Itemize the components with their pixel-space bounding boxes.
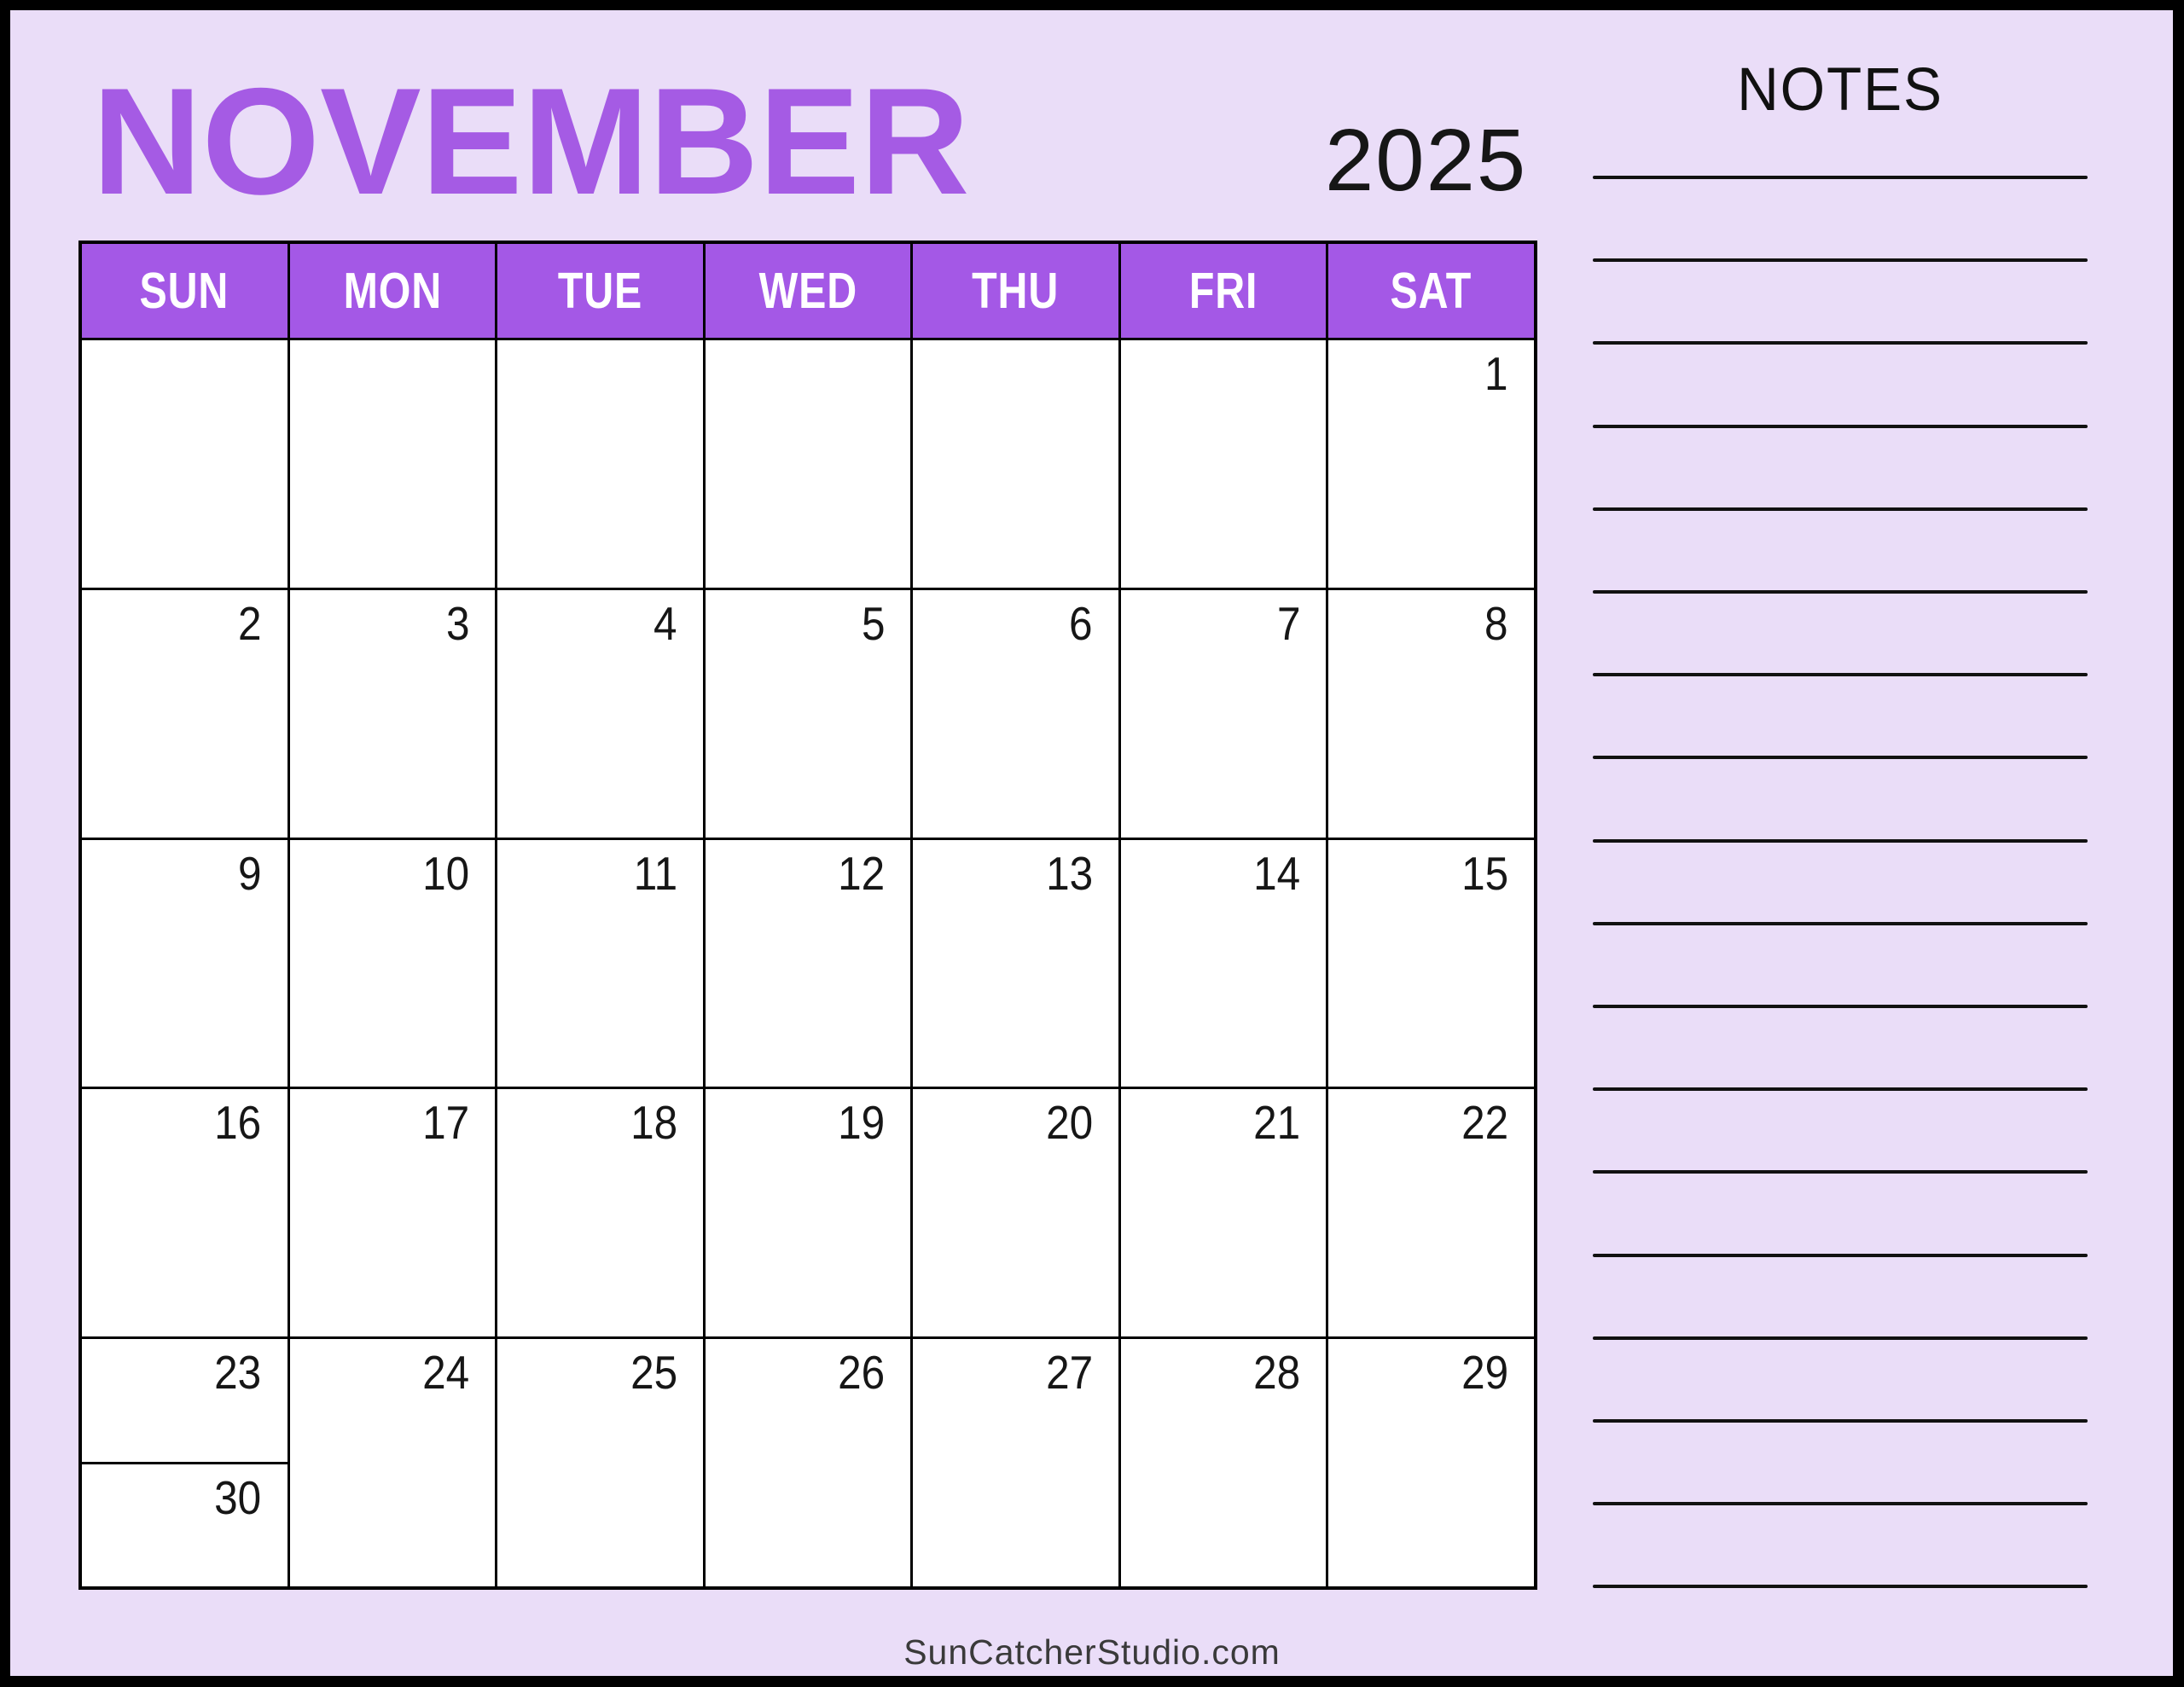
day-number: 1: [1484, 347, 1508, 400]
weekday-label: SUN: [139, 262, 229, 319]
weekday-label: SAT: [1390, 262, 1472, 319]
weekday-label: WED: [758, 262, 857, 319]
calendar-empty-cell: [290, 340, 496, 588]
calendar-day-cell: [497, 840, 703, 1087]
note-line: [1593, 1419, 2088, 1423]
calendar-day-cell: [82, 1464, 288, 1586]
calendar-day-cell: [1121, 590, 1327, 838]
calendar-day-cell: [1328, 590, 1534, 838]
calendar-day-cell: [290, 1339, 496, 1586]
day-number: 11: [633, 846, 677, 900]
calendar-empty-cell: [497, 340, 703, 588]
calendar-empty-cell: [1121, 340, 1327, 588]
day-number: 20: [1045, 1096, 1093, 1150]
day-number: 14: [1253, 846, 1301, 900]
day-number: 19: [838, 1096, 886, 1150]
day-number: 8: [1484, 596, 1508, 650]
weekday-header-tue: [497, 244, 703, 338]
calendar-day-cell: [1328, 340, 1534, 588]
calendar-empty-cell: [913, 340, 1118, 588]
day-number: 4: [653, 596, 677, 650]
calendar-grid: [78, 241, 1537, 1590]
note-line: [1593, 1585, 2088, 1588]
note-line: [1593, 1502, 2088, 1505]
weekday-header-fri: [1121, 244, 1327, 338]
day-number: 6: [1069, 596, 1093, 650]
day-number: 9: [238, 846, 262, 900]
note-line: [1593, 922, 2088, 925]
year-label: 2025: [1325, 111, 1528, 209]
month-title: NOVEMBER: [92, 56, 970, 226]
day-number: 22: [1461, 1096, 1508, 1150]
calendar-day-cell: [1328, 1089, 1534, 1336]
day-number: 21: [1253, 1096, 1301, 1150]
calendar-day-cell: [82, 1089, 288, 1336]
note-line: [1593, 839, 2088, 843]
calendar-day-cell: [497, 590, 703, 838]
note-line: [1593, 176, 2088, 179]
calendar-day-cell: [706, 840, 911, 1087]
calendar-day-cell: [497, 1339, 703, 1586]
calendar-day-cell: [82, 840, 288, 1087]
calendar-day-cell: [1328, 840, 1534, 1087]
weekday-header-mon: [290, 244, 496, 338]
calendar-day-cell: [913, 1339, 1118, 1586]
calendar-day-cell: [913, 1089, 1118, 1336]
day-number: 26: [838, 1346, 886, 1400]
weekday-header-sun: [82, 244, 288, 338]
calendar-day-cell: [82, 1339, 288, 1461]
calendar-empty-cell: [82, 340, 288, 588]
day-number: 23: [214, 1346, 262, 1400]
weekday-label: FRI: [1188, 262, 1258, 319]
note-line: [1593, 1170, 2088, 1174]
calendar-day-cell: [706, 1339, 911, 1586]
day-number: 13: [1045, 846, 1093, 900]
calendar-day-cell: [290, 1089, 496, 1336]
day-number: 3: [445, 596, 470, 650]
calendar-day-cell: [913, 840, 1118, 1087]
weekday-header-sat: [1328, 244, 1534, 338]
day-number: 25: [630, 1346, 677, 1400]
day-number: 24: [422, 1346, 470, 1400]
calendar-split-cell: [82, 1339, 288, 1586]
note-line: [1593, 673, 2088, 676]
calendar-day-cell: [706, 1089, 911, 1336]
day-number: 12: [838, 846, 886, 900]
calendar-day-cell: [290, 840, 496, 1087]
weekday-label: THU: [972, 262, 1060, 319]
calendar-day-cell: [290, 590, 496, 838]
calendar-day-cell: [1121, 1339, 1327, 1586]
day-number: 18: [630, 1096, 677, 1150]
day-number: 30: [214, 1470, 262, 1524]
calendar-day-cell: [1328, 1339, 1534, 1586]
calendar-day-cell: [497, 1089, 703, 1336]
notes-heading: NOTES: [1737, 56, 1943, 124]
day-number: 2: [238, 596, 262, 650]
day-number: 16: [214, 1096, 262, 1150]
calendar-empty-cell: [706, 340, 911, 588]
note-line: [1593, 590, 2088, 594]
day-number: 10: [422, 846, 470, 900]
calendar-day-cell: [1121, 840, 1327, 1087]
note-line: [1593, 341, 2088, 345]
weekday-header-wed: [706, 244, 911, 338]
day-number: 15: [1461, 846, 1508, 900]
day-number: 7: [1276, 596, 1301, 650]
day-number: 27: [1045, 1346, 1093, 1400]
note-line: [1593, 258, 2088, 262]
calendar-day-cell: [706, 590, 911, 838]
note-line: [1593, 1254, 2088, 1257]
calendar-day-cell: [82, 590, 288, 838]
weekday-header-thu: [913, 244, 1118, 338]
note-line: [1593, 1005, 2088, 1008]
day-number: 29: [1461, 1346, 1508, 1400]
note-line: [1593, 425, 2088, 428]
day-number: 17: [422, 1096, 470, 1150]
note-line: [1593, 756, 2088, 759]
calendar-day-cell: [913, 590, 1118, 838]
day-number: 5: [861, 596, 886, 650]
day-number: 28: [1253, 1346, 1301, 1400]
note-line: [1593, 1087, 2088, 1091]
footer-credit: SunCatcherStudio.com: [903, 1632, 1281, 1672]
note-line: [1593, 507, 2088, 511]
note-line: [1593, 1336, 2088, 1340]
calendar-day-cell: [1121, 1089, 1327, 1336]
weekday-label: MON: [343, 262, 442, 319]
weekday-label: TUE: [557, 262, 643, 319]
